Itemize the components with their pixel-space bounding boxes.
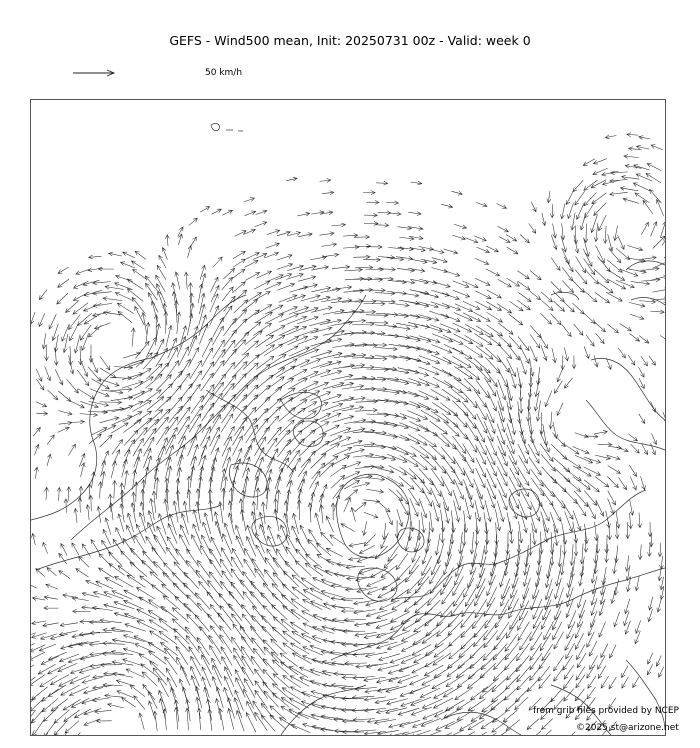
wind-arrows [31,133,665,735]
credit-source: from grib files provided by NCEP [533,706,679,716]
credit-author: ©2025 st@arizone.net [576,723,679,733]
wind-map [30,99,666,736]
wind-map-canvas [31,100,665,735]
reference-speed-label: 50 km/h [205,68,243,78]
chart-title: GEFS - Wind500 mean, Init: 20250731 00z - Valid: week 0 [169,33,531,48]
reference-arrow-icon [72,67,118,79]
